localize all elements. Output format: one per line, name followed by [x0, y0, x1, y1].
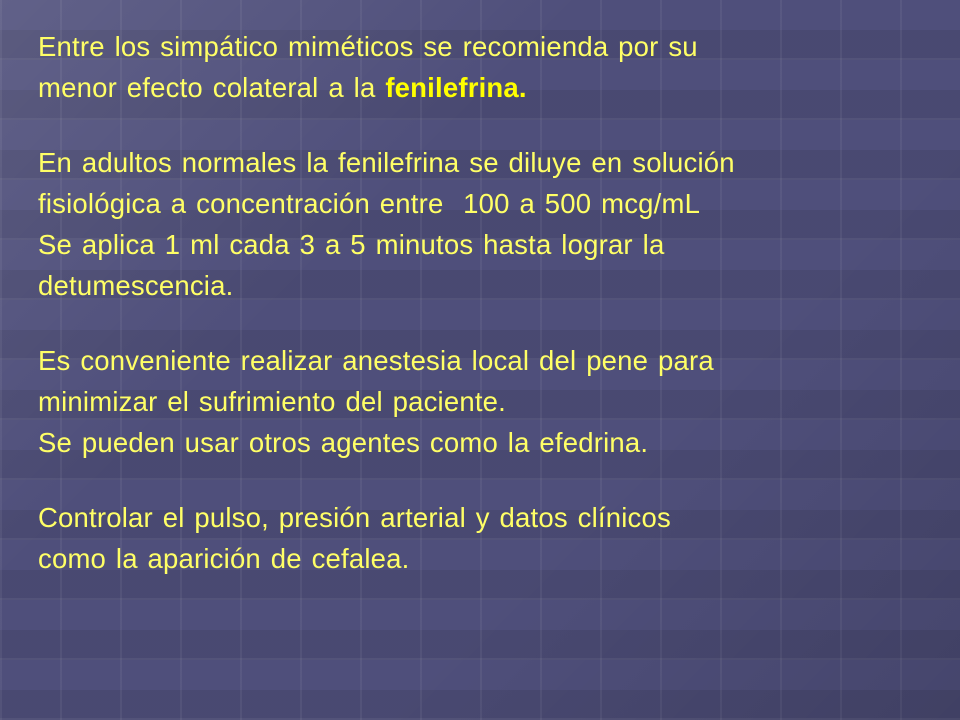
text-line: detumescencia.: [38, 270, 234, 301]
slide-body: [38, 26, 938, 613]
text-line: minimizar el sufrimiento del paciente.: [38, 386, 507, 417]
text-line: Controlar el pulso, presión arterial y datos clínicos: [38, 502, 671, 533]
paragraph-monitoring: [38, 497, 938, 579]
text-line: como la aparición de cefalea.: [38, 543, 410, 574]
text-line: Se pueden usar otros agentes como la efedrina.: [38, 427, 649, 458]
paragraph-dilution: [38, 142, 938, 306]
paragraph-anesthesia: [38, 340, 938, 463]
text-line: [38, 67, 938, 108]
text-line: fisiológica a concentración entre 100 a 500 mcg/mL: [38, 188, 701, 219]
text-line: Se aplica 1 ml cada 3 a 5 minutos hasta lograr la: [38, 229, 665, 260]
text-fragment: menor efecto colateral a la: [38, 72, 386, 103]
emphasis-phenylephrine: fenilefrina.: [385, 72, 527, 103]
text-line: Entre los simpático miméticos se recomienda por su: [38, 31, 698, 62]
paragraph-sympathomimetics: [38, 26, 938, 108]
text-line: Es conveniente realizar anestesia local del pene para: [38, 345, 714, 376]
text-line: En adultos normales la fenilefrina se diluye en solución: [38, 147, 735, 178]
